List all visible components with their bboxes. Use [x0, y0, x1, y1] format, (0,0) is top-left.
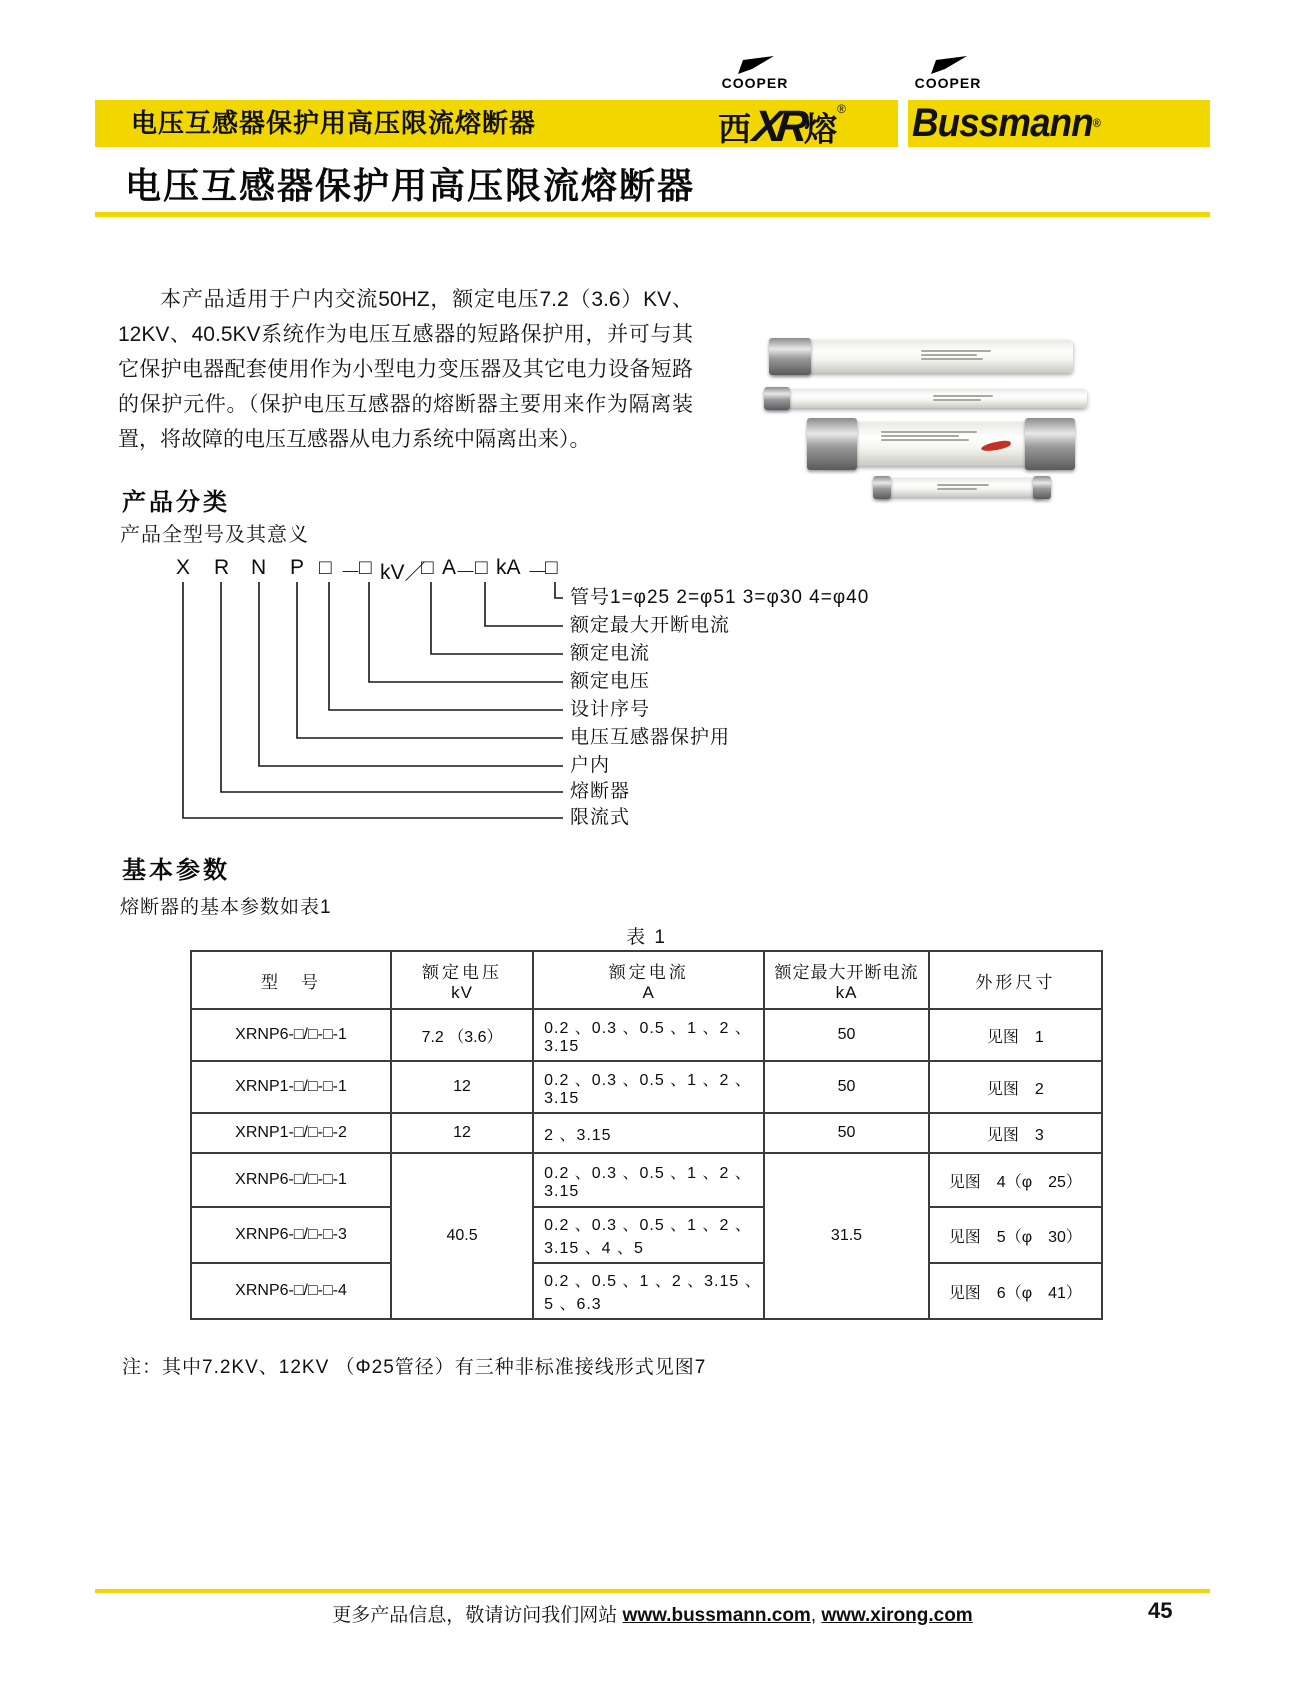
fuse-label-marks [933, 393, 997, 403]
col-header-current [533, 951, 764, 1009]
xr-monogram: XR [750, 102, 805, 151]
fuse-label-marks [881, 429, 991, 443]
xirong-logo-right: 熔 [804, 110, 838, 148]
cooper-wordmark: COOPER [721, 75, 789, 91]
code-letter-n: N [251, 556, 267, 579]
col-header-current-label: 额定电流 [608, 962, 689, 982]
cooper-logo-xirong [720, 56, 790, 98]
model-code-diagram [95, 552, 1105, 837]
model-cell: XRNP6-□/□-□-4 [191, 1263, 391, 1319]
cooper-logo-bussmann [913, 56, 983, 98]
table-row [191, 1061, 1102, 1113]
current-cell: 0.2 、0.3 、0.5 、1 、2 、3.15 [533, 1153, 764, 1207]
code-box-design: □ [319, 556, 332, 579]
voltage-cell-merged: 40.5 [391, 1153, 533, 1319]
xirong-logo-left: 西 [718, 110, 751, 148]
breaking-cell: 50 [764, 1009, 928, 1061]
col-header-current-unit: A [642, 982, 655, 1002]
model-cell: XRNP1-□/□-□-2 [191, 1113, 391, 1153]
dimension-cell: 见图 2 [929, 1061, 1102, 1113]
table-note: 注：其中7.2KV、12KV （Φ25管径）有三种非标准接线形式见图7 [122, 1357, 707, 1378]
model-cell: XRNP6-□/□-□-3 [191, 1207, 391, 1263]
code-box-current: □ [421, 556, 434, 579]
diagram-label-vt-protection: 电压互感器保护用 [570, 727, 731, 748]
code-box-voltage: □ [359, 556, 372, 579]
current-cell: 0.2 、0.3 、0.5 、1 、2 、3.15 [533, 1009, 764, 1061]
registered-mark: ® [837, 102, 846, 116]
table-row [191, 1009, 1102, 1061]
diagram-label-design-serial: 设计序号 [570, 699, 651, 720]
intro-paragraph: 本产品适用于户内交流50HZ，额定电压7.2（3.6）KV、12KV、40.5KV系统作为电压互感器的短路保护用，并可与其它保护电器配套使用作为小型电力变压器及其它电力设备短路的保护元件。（保护电压互感器的熔断器主要用来作为隔离装置，将故障的电压互感器从电力系统中隔离出来）。 [118, 288, 693, 451]
xirong-link[interactable]: www.xirong.com [821, 1605, 973, 1626]
code-letter-p: P [290, 556, 305, 579]
code-unit-kv: kV／ [380, 561, 426, 584]
current-cell: 0.2 、0.3 、0.5 、1 、2 、3.15 、4 、5 [533, 1207, 764, 1263]
diagram-label-rated-current: 额定电流 [570, 643, 651, 664]
table-caption: 表 1 [626, 927, 667, 948]
voltage-cell: 7.2 （3.6） [391, 1009, 533, 1061]
table-row [191, 1263, 1102, 1319]
footer-rule [95, 1589, 1210, 1593]
diagram-label-current-limiting: 限流式 [570, 807, 631, 828]
table-row [191, 1207, 1102, 1263]
diagram-label-indoor: 户内 [570, 755, 611, 776]
model-cell: XRNP6-□/□-□-1 [191, 1153, 391, 1207]
code-letter-x: X [176, 556, 191, 579]
footer-text: 更多产品信息，敬请访问我们网站 [332, 1605, 623, 1626]
fuse-label-marks [937, 482, 993, 492]
table-header-row [191, 951, 1102, 1009]
diagram-label-max-breaking-current: 额定最大开断电流 [570, 615, 731, 636]
dimension-cell: 见图 1 [929, 1009, 1102, 1061]
code-unit-a: A [442, 556, 457, 579]
bussmann-wordmark: Bussmann [912, 101, 1093, 145]
code-dash: － [527, 561, 548, 584]
current-cell: 0.2 、0.5 、1 、2 、3.15 、5 、6.3 [533, 1263, 764, 1319]
col-header-breaking-label: 额定最大开断电流 [774, 962, 919, 982]
dimension-cell: 见图 5（φ 30） [929, 1207, 1102, 1263]
model-cell: XRNP6-□/□-□-1 [191, 1009, 391, 1061]
col-header-model: 型 号 [191, 951, 391, 1009]
col-header-voltage [391, 951, 533, 1009]
cooper-flag-icon [929, 56, 967, 74]
table-row [191, 1113, 1102, 1153]
xirong-logo [718, 102, 896, 151]
voltage-cell: 12 [391, 1061, 533, 1113]
code-box-breaking: □ [475, 556, 488, 579]
classification-subheading: 产品全型号及其意义 [120, 524, 309, 546]
code-dash: － [340, 561, 361, 584]
voltage-cell: 12 [391, 1113, 533, 1153]
footer-separator: , [810, 1605, 822, 1626]
diagram-label-fuse: 熔断器 [570, 781, 631, 802]
current-cell: 0.2 、0.3 、0.5 、1 、2 、3.15 [533, 1061, 764, 1113]
registered-mark: ® [1092, 116, 1100, 130]
bussmann-logo [912, 100, 1100, 147]
code-box-tube: □ [545, 556, 558, 579]
fuse-label-marks [921, 348, 995, 362]
col-header-voltage-label: 额定电压 [422, 962, 503, 982]
dimension-cell: 见图 3 [929, 1113, 1102, 1153]
product-photo [685, 276, 1095, 540]
current-cell: 2 、3.15 [533, 1113, 764, 1153]
classification-heading: 产品分类 [122, 489, 230, 516]
page-title: 电压互感器保护用高压限流熔断器 [125, 165, 696, 206]
diagram-label-rated-voltage: 额定电压 [570, 671, 651, 692]
table-row [191, 1153, 1102, 1207]
cooper-wordmark: COOPER [914, 75, 982, 91]
model-cell: XRNP1-□/□-□-1 [191, 1061, 391, 1113]
col-header-breaking-unit: kA [835, 982, 858, 1002]
code-dash: － [455, 561, 476, 584]
code-letter-r: R [214, 556, 230, 579]
parameters-heading: 基本参数 [122, 857, 230, 884]
breaking-cell-merged: 31.5 [764, 1153, 928, 1319]
table-intro: 熔断器的基本参数如表1 [120, 897, 332, 918]
footer [95, 1600, 1210, 1627]
cooper-flag-icon [736, 56, 774, 74]
col-header-voltage-unit: kV [451, 982, 473, 1002]
header-yellow-band [95, 100, 898, 151]
col-header-dimensions: 外形尺寸 [929, 951, 1102, 1009]
diagram-label-tube-number: 管号1=φ25 2=φ51 3=φ30 4=φ40 [570, 587, 870, 608]
col-header-breaking [764, 951, 928, 1009]
parameters-table [190, 950, 1103, 1320]
breaking-cell: 50 [764, 1113, 928, 1153]
page-number: 45 [1148, 1598, 1173, 1623]
dimension-cell: 见图 4（φ 25） [929, 1153, 1102, 1207]
breaking-cell: 50 [764, 1061, 928, 1113]
dimension-cell: 见图 6（φ 41） [929, 1263, 1102, 1319]
bussmann-yellow-band [908, 100, 1210, 147]
bussmann-link[interactable]: www.bussmann.com [622, 1605, 811, 1626]
title-rule [95, 212, 1210, 217]
banner-title: 电压互感器保护用高压限流熔断器 [131, 108, 537, 138]
code-unit-ka: kA [496, 556, 521, 579]
